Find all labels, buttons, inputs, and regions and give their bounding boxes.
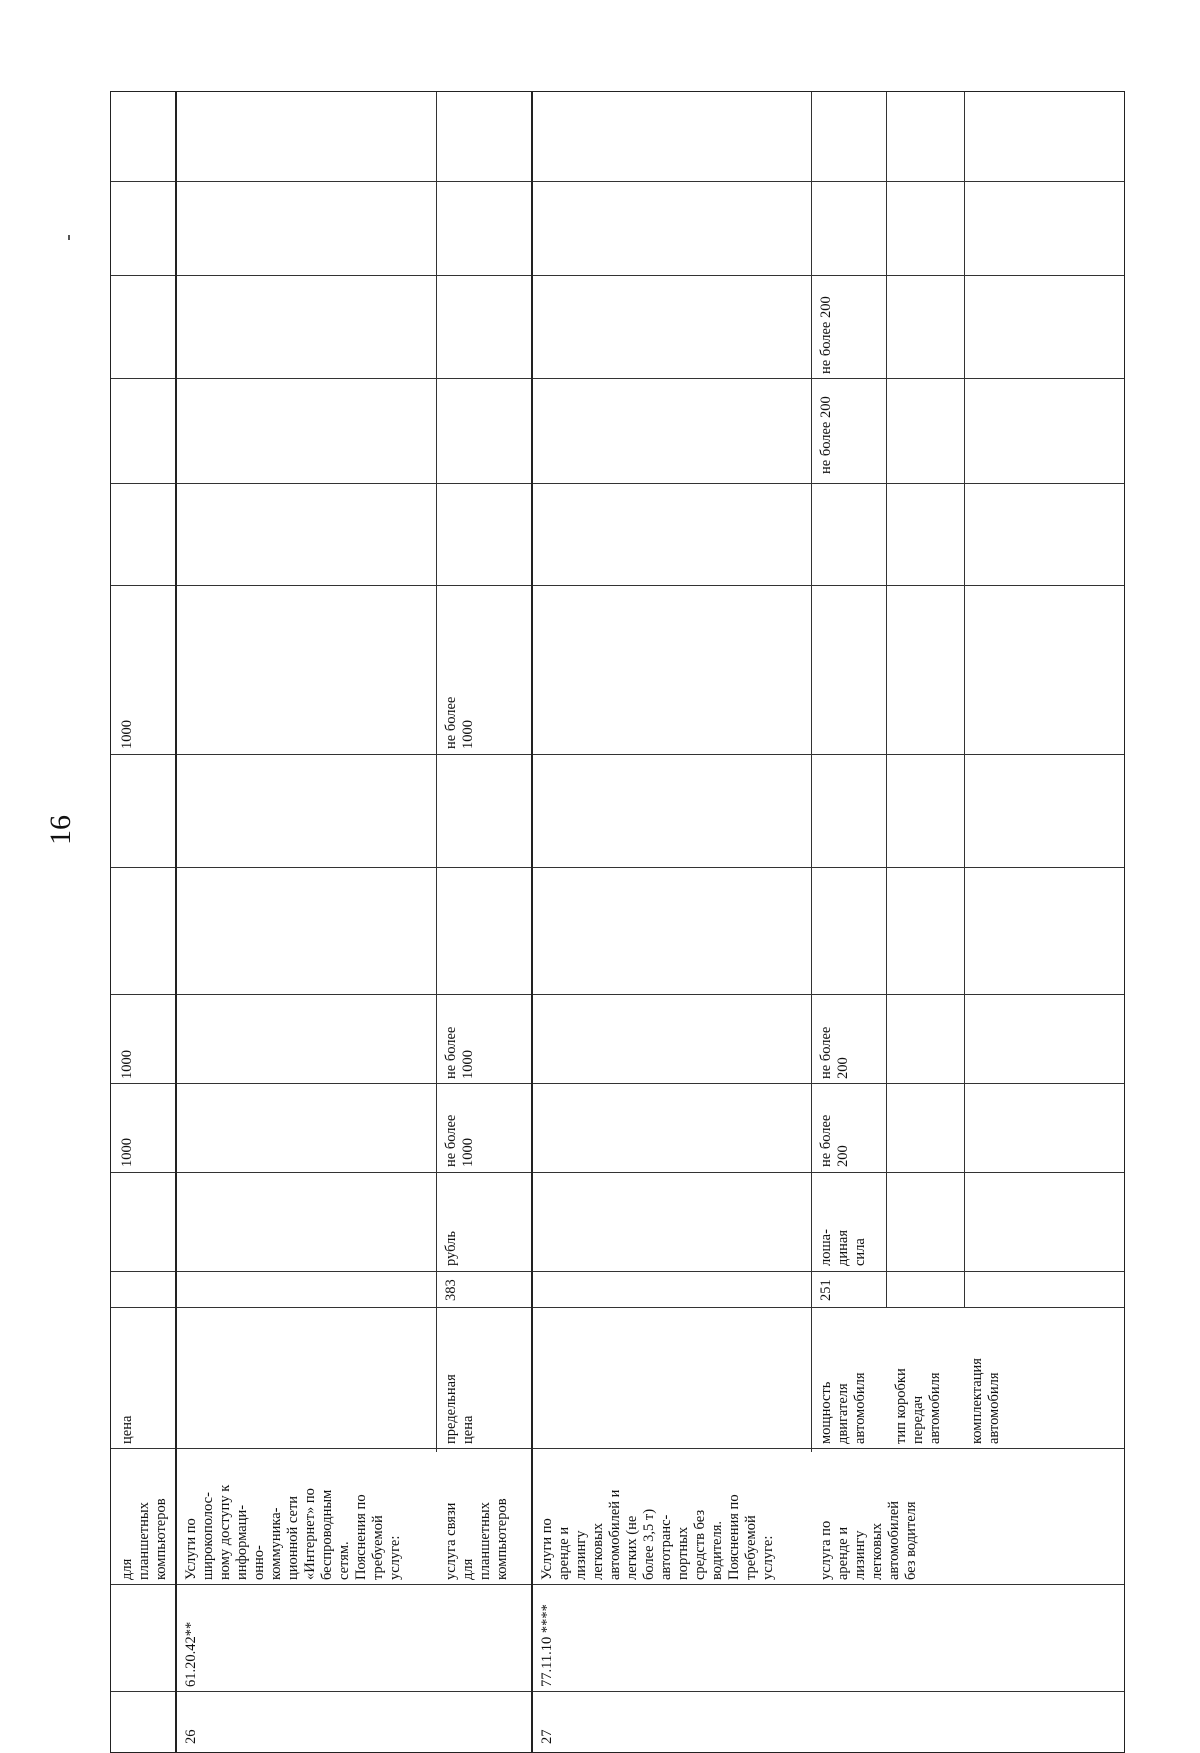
scan-speck <box>68 235 70 240</box>
service-subtype: услуга по аренде и лизингу легковых автомобилей без водителя <box>818 1500 919 1580</box>
name-cell-fragment: для планшетных компьютеров <box>119 1498 169 1580</box>
characteristic-cell: мощность двигателя автомобиля <box>818 1372 868 1444</box>
col-line <box>111 378 1124 379</box>
value-cell: не более 1000 <box>443 1114 476 1167</box>
okei-code: 383 <box>443 1279 459 1301</box>
value-cell: не более 200 <box>818 296 834 374</box>
col-line <box>111 275 1124 276</box>
value-cell: не более 200 <box>818 396 834 474</box>
value-cell: не более 200 <box>818 1114 851 1167</box>
col-line <box>111 1172 1124 1173</box>
col-line <box>111 754 1124 755</box>
value-cell: не более 1000 <box>443 1026 476 1079</box>
value-cell: не более 1000 <box>443 696 476 749</box>
row-line <box>436 92 437 1452</box>
characteristic-cell: комплектация автомобиля <box>969 1358 1002 1444</box>
characteristic-cell: тип коробки передач автомобиля <box>893 1368 943 1444</box>
col-line <box>111 585 1124 586</box>
col-line <box>111 994 1124 995</box>
procurement-table <box>110 91 1125 1753</box>
characteristic-cell: цена <box>119 1415 135 1444</box>
okpd-code: 77.11.10 **** <box>539 1604 555 1687</box>
unit-name: рубль <box>443 1231 459 1266</box>
service-name: Услуги по аренде и лизингу легковых автомобилей и легких (не более 3,5 т) автотранс- портных средств без водителя. Пояснения по требуемой услуге: <box>539 1489 776 1580</box>
row-line <box>811 92 812 1452</box>
value-cell: не более 200 <box>818 1026 851 1079</box>
row-line <box>175 92 177 1752</box>
col-line <box>111 1083 1124 1084</box>
col-line <box>111 1584 1124 1585</box>
col-line <box>111 1691 1124 1692</box>
unit-name: лоша- диная сила <box>818 1229 868 1266</box>
value-cell: 1000 <box>119 720 135 749</box>
value-cell: 1000 <box>119 1050 135 1079</box>
page-number: 16 <box>44 815 77 845</box>
row-line <box>886 92 887 1308</box>
okei-code: 251 <box>818 1279 834 1301</box>
row-line <box>964 92 965 1308</box>
col-line <box>111 1307 1124 1308</box>
col-line <box>111 1271 1124 1272</box>
service-subtype: услуга связи для планшетных компьютеров <box>443 1498 510 1580</box>
row-number: 27 <box>539 1729 555 1744</box>
col-line <box>111 1448 1124 1449</box>
service-name: Услуги по широкополос- ному доступу к информаци- онно- коммуника- ционной сети «Интернет» по беспроводным сетям. Пояснения по требуемой услуге: <box>183 1484 403 1580</box>
col-line <box>111 483 1124 484</box>
value-cell: 1000 <box>119 1138 135 1167</box>
okpd-code: 61.20.42** <box>183 1621 199 1687</box>
row-line <box>531 92 533 1752</box>
col-line <box>111 181 1124 182</box>
characteristic-cell: предельная цена <box>443 1374 476 1444</box>
row-number: 26 <box>183 1729 199 1744</box>
col-line <box>111 867 1124 868</box>
